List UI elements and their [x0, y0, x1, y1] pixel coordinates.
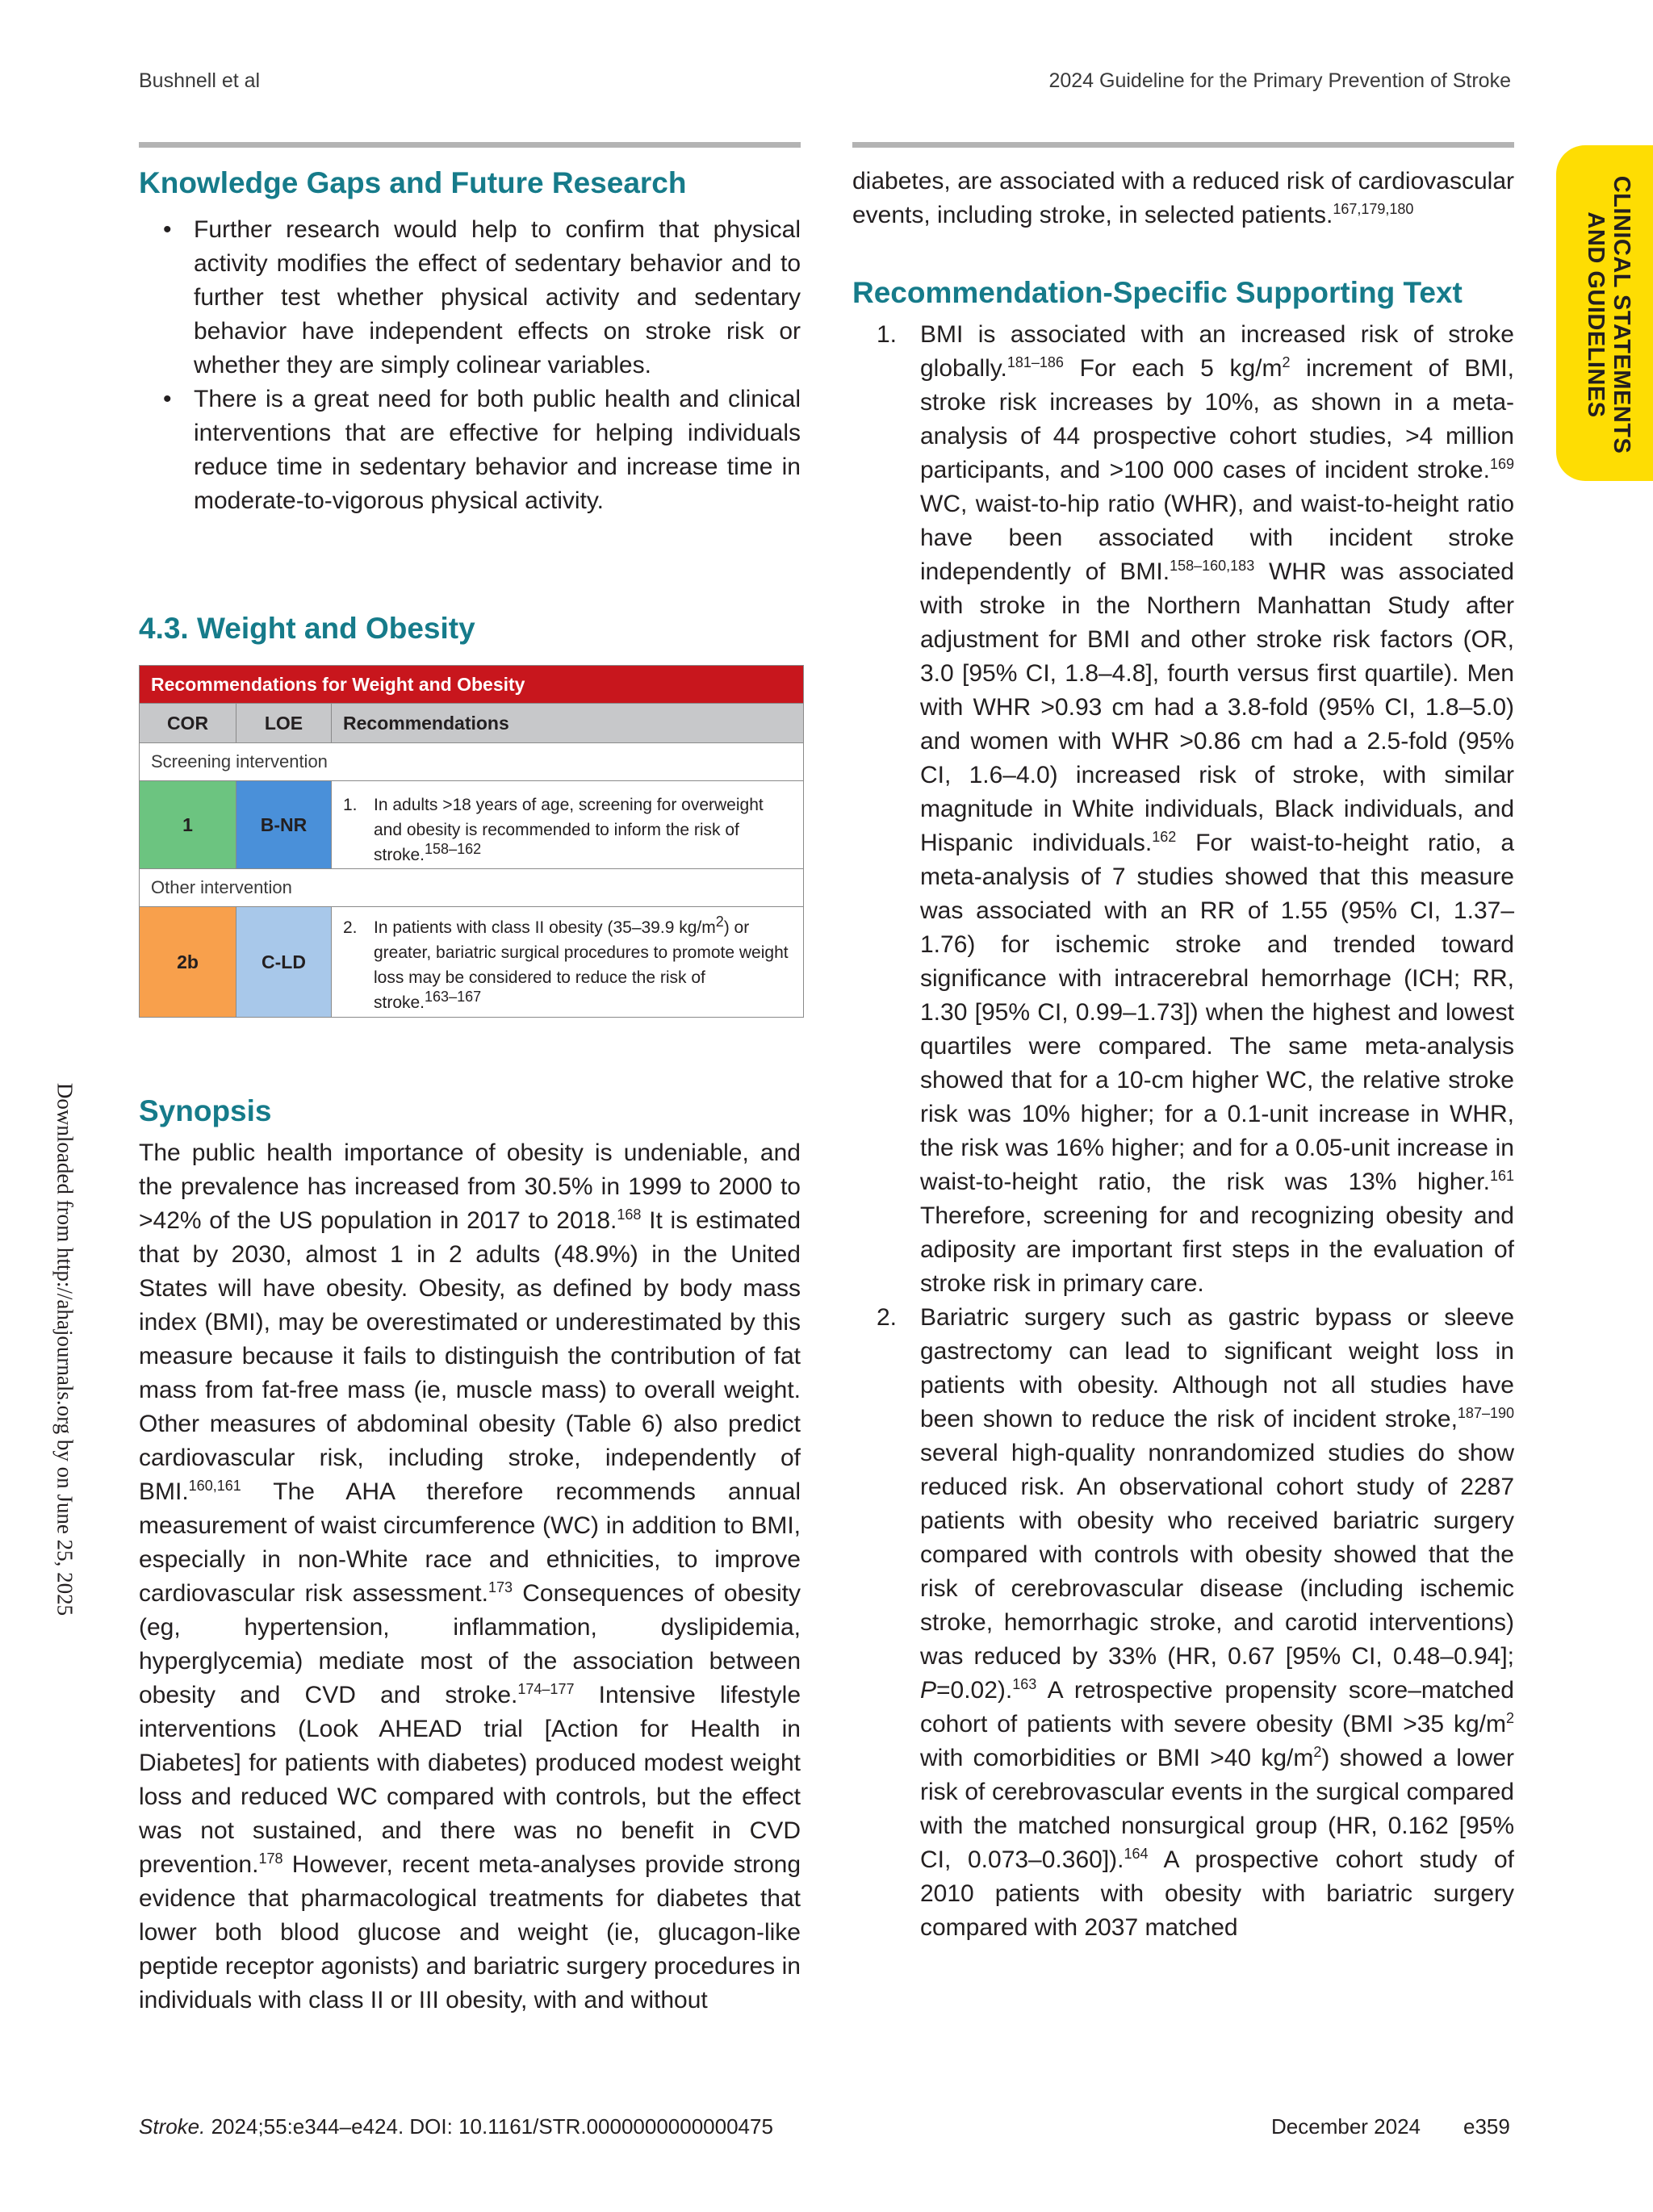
- knowledge-gaps-section: [139, 165, 801, 518]
- cor-cell: 1: [140, 781, 236, 868]
- top-rule-left: [139, 142, 801, 148]
- list-item: • There is a great need for both public health and clinical interventions that are effective for helping individuals reduce time in sedentary behavior and increase time in moderate-to-vigorous physical activity.: [139, 383, 801, 518]
- column-header-cor: COR: [140, 704, 236, 742]
- running-head-authors: Bushnell et al: [139, 69, 261, 92]
- clinical-statements-tab-label: CLINICAL STATEMENTS AND GUIDELINES: [1583, 175, 1634, 454]
- loe-cell: C-LD: [236, 907, 332, 1017]
- top-rule-right: [852, 142, 1514, 148]
- table-subheading-screening: Screening intervention: [140, 742, 803, 780]
- table-header-row: [140, 703, 803, 742]
- page-number: e359: [1463, 2114, 1510, 2139]
- column-header-recommendations: Recommendations: [343, 713, 509, 734]
- recommendation-cell: 1. In adults >18 years of age, screening for overweight and obesity is recommended to inform the risk of stroke.$^{158-162}$: [343, 796, 764, 864]
- running-head-title: 2024 Guideline for the Primary Prevention of Stroke: [1048, 69, 1511, 92]
- weight-obesity-heading: 4.3. Weight and Obesity: [139, 612, 475, 645]
- knowledge-gaps-list: [139, 213, 801, 518]
- footer-date: December 2024: [1271, 2114, 1421, 2139]
- synopsis-paragraph: The public health importance of obesity is undeniable, and the prevalence has increased from 30.5% in 1999 to 2000 to >42% of the US population in 2017 to 2018.$^{168}$ It is estimated that by 2030, almost 1 in 2 adults (48.9%) in the United States will have obesity. Obesity, as defined by body mass index (BMI), may be overestimated or underestimated by this measure because it fails to distinguish the contribution of fat mass from fat-free mass (ie, muscle mass) to overall weight. Other measures of abdominal obesity (Table 6) also predict cardiovascular risk, including stroke, independently of BMI.$^{160,161}$ The AHA therefore recommends annual measurement of waist circumference (WC) in addition to BMI, especially in non-White race and ethnicities, to improve cardiovascular risk assessment.$^{173}$ Consequences of obesity (eg, hypertension, inflammation, dyslipidemia, hyperglycemia) mediate most of the association between obesity and CVD and stroke.$^{174-177}$ Intensive lifestyle interventions (Look AHEAD trial [Action for Health in Diabetes] for patients with diabetes) produced modest weight loss and reduced WC compared with controls, but the effect was not sustained, and there was no benefit in CVD prevention.$^{178}$ However, recent meta-analyses provide strong evidence that pharmacological treatments for diabetes that lower both blood glucose and weight (ie, glucagon-like peptide receptor agonists) and bariatric surgery procedures in individuals with class II or III obesity, with and without: [139, 1139, 801, 2013]
- list-item: 2. Bariatric surgery such as gastric bypass or sleeve gastrectomy can lead to significant weight loss in patients with obesity. Although not all studies have been shown to reduce the risk of incident stroke,$^{187-190}$ several high-quality nonrandomized studies do show reduced risk. An observational cohort study of 2287 patients with obesity who received bariatric surgery compared with controls with obesity showed that the risk of cerebrovascular disease (including ischemic stroke, hemorrhagic stroke, and carotid interventions) was reduced by 33% (HR, 0.67 [95% CI, 0.48–0.94]; P=0.02).$^{163}$ A retrospective propensity score–matched cohort of patients with severe obesity (BMI >35 $kg/m^2$ with comorbidities or BMI >40 $kg/m^2$) showed a lower risk of cerebrovascular events in the surgical compared with the matched nonsurgical group (HR, 0.162 [95% CI, 0.073–0.360]).$^{164}$ A prospective cohort study of 2010 patients with obesity with bariatric surgery compared with 2037 matched: [877, 1304, 1514, 1941]
- list-item: 1. BMI is associated with an increased risk of stroke globally.$^{181-186}$ For each 5 $kg/m^2$ increment of BMI, stroke risk increases by 10%, as shown in a meta-analysis of 44 prospective cohort studies, >4 million participants, and >100 000 cases of incident stroke.$^{169}$ WC, waist-to-hip ratio (WHR), and waist-to-height ratio have been associated with incident stroke independently of BMI.$^{158-160,183}$ WHR was associated with stroke in the Northern Manhattan Study after adjustment for BMI and other stroke risk factors (OR, 3.0 [95% CI, 1.8–4.8], fourth versus first quartile). Men with WHR >0.93 cm had a 3.8-fold (95% CI, 1.8–5.0) and women with WHR >0.86 cm had a 2.5-fold (95% CI, 1.6–4.0) increased risk of stroke, with similar magnitude in White individuals, Black individuals, and Hispanic individuals.$^{162}$ For waist-to-height ratio, a meta-analysis of 7 studies showed that this measure was associated with an RR of 1.55 (95% CI, 1.37–1.76) for ischemic stroke and trended toward significance with intracerebral hemorrhage (ICH; RR, 1.30 [95% CI, 0.99–1.73]) when the highest and lowest quartiles were compared. The same meta-analysis showed that for a 10-cm higher WC, the relative stroke risk was 10% higher; for a 0.1-unit increase in WHR, the risk was 16% higher; and for a 0.05-unit increase in waist-to-height ratio, the risk was 13% higher.$^{161}$ Therefore, screening for and recognizing obesity and adiposity are important first steps in the evaluation of stroke risk in primary care.: [877, 321, 1514, 1297]
- download-note: Downloaded from http://ahajournals.org by on June 25, 2025: [52, 1082, 77, 1616]
- footer-citation: Stroke. 2024;55:e344–e424. DOI: 10.1161/STR.0000000000000475: [139, 2114, 773, 2139]
- synopsis-section: [139, 1093, 801, 2018]
- knowledge-gaps-heading: Knowledge Gaps and Future Research: [139, 166, 687, 199]
- continuation-paragraph: diabetes, are associated with a reduced risk of cardiovascular events, including stroke, in selected patients.$^{167,179,180}$: [852, 168, 1514, 228]
- recommendations-table: [139, 665, 804, 1018]
- loe-cell: B-NR: [236, 781, 332, 868]
- column-header-loe: LOE: [236, 704, 332, 742]
- table-title: Recommendations for Weight and Obesity: [140, 666, 803, 703]
- recommendation-cell: 2. In patients with class II obesity (35–39.9 $kg/m^2$) or greater, bariatric surgical procedures to promote weight loss may be considered to reduce the risk of stroke.$^{163-167}$: [343, 914, 789, 1012]
- supporting-text-list: [852, 318, 1514, 1945]
- weight-obesity-section: [139, 610, 801, 647]
- table-row: [140, 906, 803, 1017]
- cor-cell: 2b: [140, 907, 236, 1017]
- table-row: [140, 780, 803, 868]
- supporting-text-heading: Recommendation-Specific Supporting Text: [852, 276, 1463, 309]
- table-subheading-other: Other intervention: [140, 868, 803, 906]
- synopsis-heading: Synopsis: [139, 1094, 272, 1127]
- list-item: • Further research would help to confirm that physical activity modifies the effect of sedentary behavior and to further test whether physical activity and sedentary behavior have independent effects on stroke risk or whether they are simply colinear variables.: [139, 213, 801, 383]
- right-column: [852, 165, 1514, 1945]
